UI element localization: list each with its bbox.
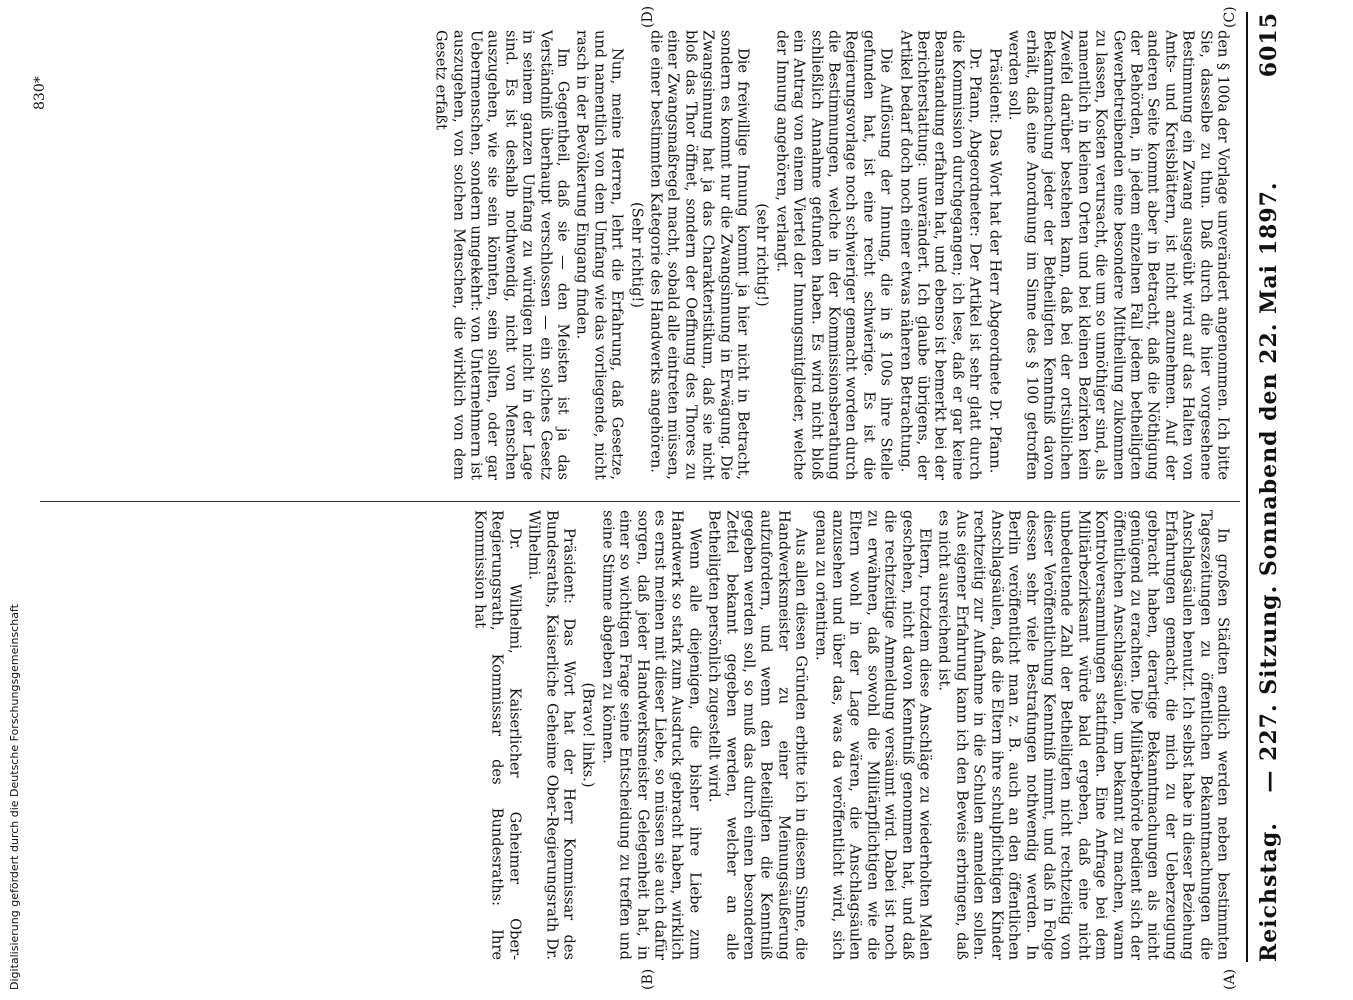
page-header: [1252, 12, 1286, 962]
applause-note: (Bravo! links.): [579, 682, 597, 788]
footer-number: 830*: [32, 76, 48, 110]
paragraph: Aus allen diesen Gründen erbitte ich in diesem Sinne, die Handwerksmeister zu einer Meinungsäußerung aufzufordern, und wenn den Beteiligten die Kenntniß gegeben werden soll, so muß das durch einen besonderen Zettel bekannt gegeben werden, welcher an alle Betheiligten persönlich zugestellt wird.: [705, 510, 810, 960]
president-statement: Präsident: Das Wort hat der Herr Kommissar des Bundesraths, Kaiserliche Geheime Ober-Regierungsrath Dr. Wilhelmi.: [525, 510, 577, 960]
header-rule: [1246, 12, 1248, 962]
left-column: [121, 510, 1231, 960]
paragraph: Eltern, trotzdem diese Anschläge zu wiederholten Malen geschehen, nicht davon Kenntniß genommen hat, und daß die rechtzeitige Anmeldung versäumt wird. Dabei ist noch zu erwähnen, daß sowohl die Militärpflichtigen wie die Eltern wohl in der Lage wären, die Anschlagsäulen anzusehen und über das, was da veröffentlicht wird, sich genau zu orientiren.: [811, 510, 934, 960]
interjection: (sehr richtig!): [753, 203, 771, 307]
header-center: — 227. Sitzung. Sonnabend den 22. Mai 1897.: [1256, 181, 1282, 793]
margin-marker-a: (A): [1222, 968, 1238, 990]
president-statement: Präsident: Das Wort hat der Herr Abgeordnete Dr. Pfann.: [985, 48, 1003, 474]
left-column-inner: [469, 510, 1231, 960]
column-divider: [40, 501, 1240, 502]
paragraph: Nun, meine Herren, lehrt die Erfahrung, daß Gesetze, und namentlich von dem Umfang wie das vorliegende, nicht rasch in der Bevölkerung Eingang finden.: [573, 30, 626, 480]
paragraph: den § 100a der Vorlage unverändert angenommen. Ich bitte Sie, dasselbe zu thun. Daß durch die hier vorgesehene Bestimmung ein Zwang ausgeübt wird auf das Halten von Amts- und Kreisblättern, ist nicht anzunehmen. Auf der anderen Seite kommt aber in Betracht, daß die Nöthigung der Behörden, in jedem einzelnen Fall jedem betheiligten Gewerbetreibenden eine besondere Mittheilung zukommen zu lassen, Kosten verursacht, die um so unnöthiger sind, als namentlich in kleinen Orten und bei kleinen Bezirken kein Zweifel darüber bestehen kann, daß bei der ortsüblichen Bekanntmachung jeder der Betheiligten Kenntniß davon erhält, daß eine Anordnung im Sinne des § 100 getroffen werden soll.: [1005, 30, 1231, 480]
interjection: (Sehr richtig!): [627, 202, 645, 308]
margin-marker-b: (B): [640, 968, 656, 990]
paragraph: In großen Städten endlich werden neben bestimmten Tageszeitungen zu öffentlichen Bekanntmachungen die Anschlagsäulen benutzt. Ich selbst habe in dieser Beziehung Erfahrungen gemacht, die mich zu der Ueberzeugung gebracht haben, derartige Bekanntmachungen als nicht genügend zu erachten. Die Militärbehörde bedient sich der öffentlichen Anschlagsäulen, um bekannt zu machen, wann Kontrolversammlungen stattfinden. Eine Anfrage bei dem Militärbezirksamt würde bald ergeben, daß eine nicht unbedeutende Zahl der Betheiligten nicht rechtzeitig von dieser Veröffentlichung Kenntniß nimmt, und daß in Folge dessen sehr viele Bestrafungen nothwendig werden. In Berlin veröffentlicht man z. B. auch an den öffentlichen Anschlagsäulen, daß die Eltern ihre schulpflichtigen Kinder rechtzeitig zur Aufnahme in die Schulen anmelden sollen. Aus eigener Erfahrung kann ich den Beweis erbringen, daß es nicht ausreichend ist.: [935, 510, 1231, 960]
paragraph: Im Gegentheil, daß sie — den Meisten ist ja das Verständniß überhaupt verschlossen — ein solches Gesetz in seinem ganzen Umfang zu würdigen nicht in der Lage sind. Es ist deshalb nothwendig, nicht von Menschen auszugehen, wie sie sein könnten, sein sollten, oder gar Uebermenschen, sondern umgekehrt: von Unternehmern ist auszugehen, von solchen Menschen, die wirklich von dem Gesetz erfaßt: [432, 30, 571, 480]
margin-marker-d: (D): [640, 5, 656, 28]
paragraph: Die freiwillige Innung kommt ja hier nicht in Betracht, sondern es kommt nur die Zwangsinnung in Erwägung. Die Zwangsinnung hat ja das Charakteristikum, daß sie nicht bloß das Thor öffnet, sondern der Oeffnung des Thores zu einer Zwangsmaßregel macht, sobald alle eintreten müssen, die einer bestimmten Kategorie des Handwerks angehören.: [647, 30, 752, 480]
right-column: [121, 30, 1231, 480]
page-number: 6015: [1256, 12, 1282, 78]
paragraph: Wenn alle diejenigen, die bisher ihre Liebe zum Handwerk so stark zum Ausdruck gebracht haben, wirklich es ernst meinen mit dieser Liebe, so müssen sie auch dafür sorgen, daß jeder Handwerksmeister Gelegenheit hat, in einer so wichtigen Frage seine Entscheidung zu treffen und seine Stimme abgeben zu können.: [598, 510, 703, 960]
right-column-inner: [430, 30, 1231, 480]
paragraph: Die Auflösung der Innung, die in § 100s ihre Stelle gefunden hat, ist eine recht schwierige. Es ist die Regierungsvorlage noch schwieriger gemacht worden durch die Bestimmungen, welche in der Kommissionsberathung schließlich Annahme gefunden haben. Es wird nicht bloß ein Antrag von einem Viertel der Innungsmitglieder, welche der Innung angehören, verlangt.: [772, 30, 895, 480]
speaker-statement: Dr. Pfann, Abgeordneter: Der Artikel ist sehr glatt durch die Kommission durchgegangen; ich lese, daß er gar keine Beanstandung erfahren hat, und ebenso ist bemerkt bei der Berichterstattung: unverändert. Ich glaube übrigens, der Artikel bedarf doch noch einer etwas näheren Betrachtung.: [896, 30, 984, 480]
margin-marker-c: (C): [1222, 6, 1238, 28]
digitization-credit-text: Digitalisierung gefördert durch die Deutsche Forschungsgemeinschaft: [8, 604, 21, 990]
header-left: Reichstag.: [1256, 822, 1282, 962]
speaker-statement: Dr. Wilhelmi, Kaiserlicher Geheimer Ober-Regierungsrath, Kommissar des Bundesraths: Ihre Kommission hat: [470, 510, 523, 960]
